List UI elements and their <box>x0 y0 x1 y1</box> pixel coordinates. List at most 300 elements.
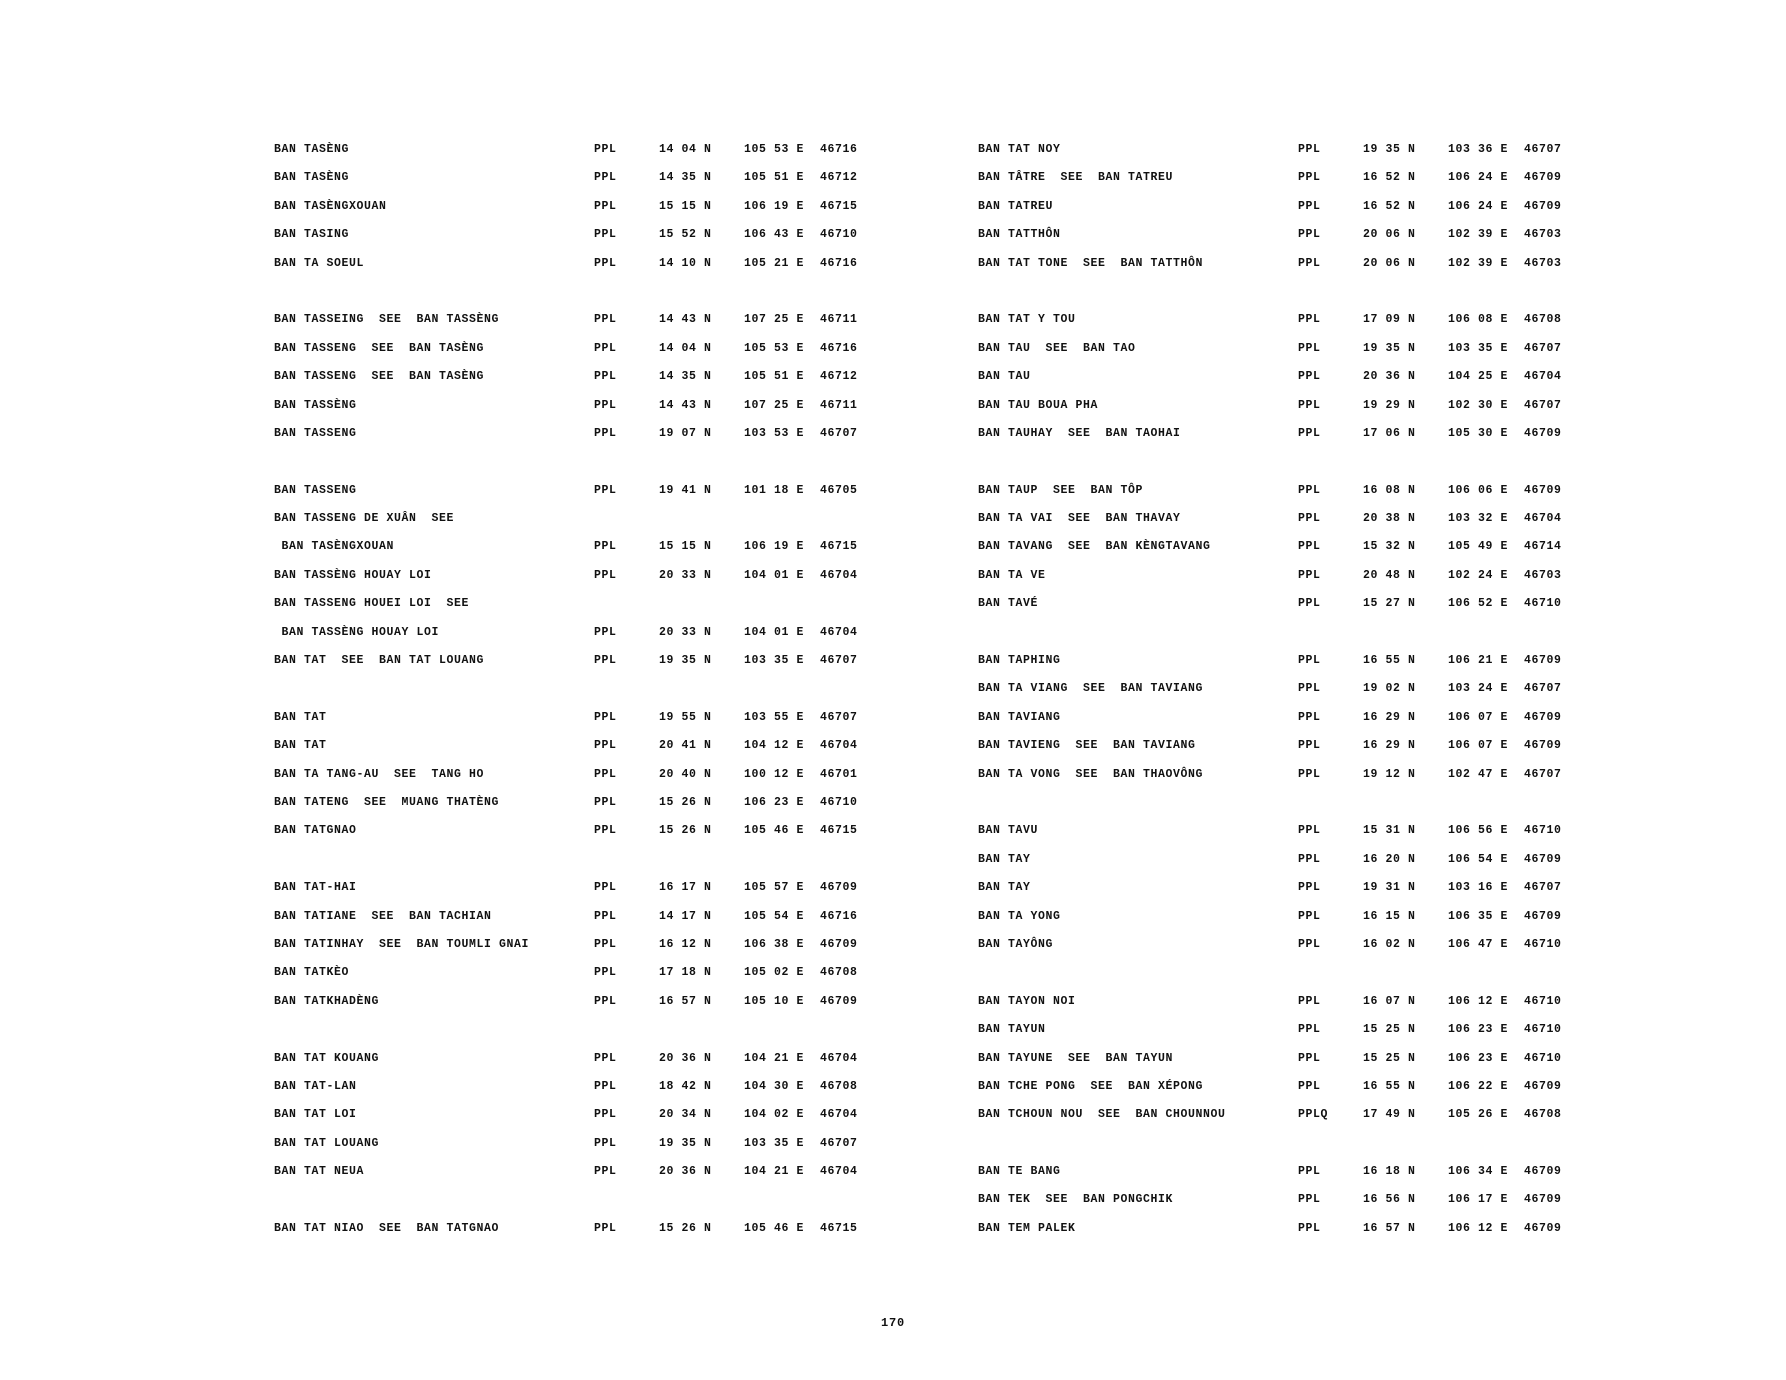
longitude: 106 38 E <box>744 937 805 951</box>
feature-class: PPL <box>1298 143 1321 156</box>
longitude: 105 53 E <box>744 341 805 355</box>
latitude: 15 25 N <box>1363 1023 1416 1037</box>
longitude: 106 19 E <box>744 199 805 213</box>
longitude: 102 24 E <box>1448 568 1509 582</box>
longitude: 106 19 E <box>744 540 805 554</box>
longitude: 103 32 E <box>1448 512 1509 526</box>
map-sheet-code: 46707 <box>1524 767 1562 781</box>
map-sheet-code: 46709 <box>1524 739 1562 753</box>
feature-class: PPL <box>1298 199 1321 213</box>
latitude: 18 42 N <box>659 1079 712 1093</box>
map-sheet-code: 46707 <box>820 710 858 724</box>
feature-class: PPL <box>1298 937 1321 951</box>
latitude: 15 26 N <box>659 824 712 838</box>
map-sheet-code: 46709 <box>1524 171 1562 185</box>
longitude: 103 55 E <box>744 710 805 724</box>
place-name: BAN TAVU <box>978 824 1039 838</box>
longitude: 104 25 E <box>1448 370 1509 384</box>
map-sheet-code: 46704 <box>820 625 858 639</box>
longitude: 103 35 E <box>744 1136 805 1150</box>
map-sheet-code: 46709 <box>1524 426 1562 440</box>
longitude: 106 17 E <box>1448 1193 1509 1207</box>
feature-class: PPL <box>1298 540 1321 554</box>
place-name: BAN TAUP SEE BAN TÔP <box>978 483 1144 497</box>
place-name: BAN TAY <box>978 881 1031 895</box>
map-sheet-code: 46716 <box>820 143 858 156</box>
map-sheet-code: 46707 <box>820 426 858 440</box>
longitude: 106 23 E <box>744 795 805 809</box>
longitude: 106 34 E <box>1448 1165 1509 1179</box>
map-sheet-code: 46708 <box>1524 1108 1562 1122</box>
map-sheet-code: 46707 <box>1524 341 1562 355</box>
latitude: 17 49 N <box>1363 1108 1416 1122</box>
feature-class: PPL <box>1298 426 1321 440</box>
feature-class: PPL <box>1298 256 1321 270</box>
latitude: 17 18 N <box>659 966 712 980</box>
place-name: BAN TAYUN <box>978 1023 1046 1037</box>
place-name: BAN TATGNAO <box>274 824 357 838</box>
map-sheet-code: 46712 <box>820 370 858 384</box>
place-name: BAN TAU <box>978 370 1031 384</box>
latitude: 14 35 N <box>659 171 712 185</box>
place-name: BAN TAT-LAN <box>274 1079 357 1093</box>
latitude: 14 10 N <box>659 256 712 270</box>
longitude: 102 39 E <box>1448 228 1509 242</box>
longitude: 106 52 E <box>1448 597 1509 611</box>
place-name: BAN TAT-HAI <box>274 881 357 895</box>
map-sheet-code: 46715 <box>820 1221 858 1235</box>
longitude: 106 12 E <box>1448 994 1509 1008</box>
place-name: BAN TAYON NOI <box>978 994 1076 1008</box>
feature-class: PPL <box>1298 739 1321 753</box>
place-name: BAN TASSÈNG <box>274 398 357 412</box>
longitude: 105 26 E <box>1448 1108 1509 1122</box>
latitude: 14 17 N <box>659 909 712 923</box>
map-sheet-code: 46714 <box>1524 540 1562 554</box>
place-name: BAN TAT Y TOU <box>978 313 1076 327</box>
place-name: BAN TASING <box>274 228 350 242</box>
map-sheet-code: 46710 <box>1524 994 1562 1008</box>
place-name: BAN TAVANG SEE BAN KÈNGTAVANG <box>978 540 1211 554</box>
feature-class: PPL <box>594 199 617 213</box>
longitude: 106 08 E <box>1448 313 1509 327</box>
latitude: 16 57 N <box>1363 1221 1416 1235</box>
longitude: 107 25 E <box>744 313 805 327</box>
latitude: 15 52 N <box>659 228 712 242</box>
feature-class: PPL <box>594 909 617 923</box>
feature-class: PPL <box>594 767 617 781</box>
longitude: 105 30 E <box>1448 426 1509 440</box>
longitude: 106 12 E <box>1448 1221 1509 1235</box>
map-sheet-code: 46710 <box>1524 824 1562 838</box>
place-name: BAN TA VAI SEE BAN THAVAY <box>978 512 1181 526</box>
map-sheet-code: 46708 <box>1524 313 1562 327</box>
latitude: 16 17 N <box>659 881 712 895</box>
latitude: 15 25 N <box>1363 1051 1416 1065</box>
place-name: BAN TASÈNGXOUAN <box>274 199 387 213</box>
feature-class: PPL <box>594 426 617 440</box>
place-name: BAN TASSÈNG HOUAY LOI <box>274 568 432 582</box>
longitude: 106 35 E <box>1448 909 1509 923</box>
latitude: 16 55 N <box>1363 1079 1416 1093</box>
map-sheet-code: 46708 <box>820 966 858 980</box>
longitude: 104 21 E <box>744 1165 805 1179</box>
feature-class: PPL <box>1298 1193 1321 1207</box>
latitude: 16 56 N <box>1363 1193 1416 1207</box>
place-name: BAN TASSENG DE XUÂN SEE <box>274 512 455 526</box>
longitude: 103 24 E <box>1448 682 1509 696</box>
place-name: BAN TAYUNE SEE BAN TAYUN <box>978 1051 1174 1065</box>
map-sheet-code: 46710 <box>820 228 858 242</box>
place-name: BAN TAT LOI <box>274 1108 357 1122</box>
latitude: 20 48 N <box>1363 568 1416 582</box>
latitude: 19 35 N <box>659 1136 712 1150</box>
place-name: BAN TAUHAY SEE BAN TAOHAI <box>978 426 1181 440</box>
longitude: 105 46 E <box>744 1221 805 1235</box>
place-name: BAN TASSÈNG HOUAY LOI <box>274 625 440 639</box>
place-name: BAN TAY <box>978 852 1031 866</box>
latitude: 14 04 N <box>659 341 712 355</box>
map-sheet-code: 46704 <box>820 1165 858 1179</box>
longitude: 105 57 E <box>744 881 805 895</box>
feature-class: PPL <box>594 483 617 497</box>
map-sheet-code: 46709 <box>820 994 858 1008</box>
longitude: 106 21 E <box>1448 654 1509 668</box>
latitude: 16 02 N <box>1363 937 1416 951</box>
place-name: BAN TA SOEUL <box>274 256 365 270</box>
longitude: 105 51 E <box>744 171 805 185</box>
latitude: 17 09 N <box>1363 313 1416 327</box>
latitude: 15 31 N <box>1363 824 1416 838</box>
feature-class: PPL <box>594 171 617 185</box>
latitude: 20 36 N <box>659 1051 712 1065</box>
latitude: 19 31 N <box>1363 881 1416 895</box>
latitude: 19 35 N <box>1363 341 1416 355</box>
feature-class: PPL <box>1298 597 1321 611</box>
place-name: BAN TCHE PONG SEE BAN XÉPONG <box>978 1079 1204 1093</box>
place-name: BAN TATTHÔN <box>978 228 1061 242</box>
feature-class: PPLQ <box>1298 1108 1329 1122</box>
map-sheet-code: 46716 <box>820 909 858 923</box>
longitude: 104 02 E <box>744 1108 805 1122</box>
feature-class: PPL <box>594 143 617 156</box>
longitude: 102 47 E <box>1448 767 1509 781</box>
longitude: 106 47 E <box>1448 937 1509 951</box>
place-name: BAN TAT <box>274 739 327 753</box>
latitude: 19 12 N <box>1363 767 1416 781</box>
map-sheet-code: 46710 <box>1524 1051 1562 1065</box>
feature-class: PPL <box>1298 313 1321 327</box>
latitude: 20 33 N <box>659 625 712 639</box>
latitude: 16 29 N <box>1363 710 1416 724</box>
place-name: BAN TAYÔNG <box>978 937 1054 951</box>
longitude: 105 02 E <box>744 966 805 980</box>
longitude: 104 30 E <box>744 1079 805 1093</box>
page-number: 170 <box>880 1316 905 1330</box>
latitude: 19 02 N <box>1363 682 1416 696</box>
map-sheet-code: 46709 <box>1524 1079 1562 1093</box>
feature-class: PPL <box>594 739 617 753</box>
latitude: 15 32 N <box>1363 540 1416 554</box>
place-name: BAN TCHOUN NOU SEE BAN CHOUNNOU <box>978 1108 1226 1122</box>
place-name: BAN TATENG SEE MUANG THATÈNG <box>274 795 500 809</box>
longitude: 103 16 E <box>1448 881 1509 895</box>
latitude: 16 55 N <box>1363 654 1416 668</box>
latitude: 16 07 N <box>1363 994 1416 1008</box>
map-sheet-code: 46715 <box>820 199 858 213</box>
place-name: BAN TAT <box>274 710 327 724</box>
latitude: 16 12 N <box>659 937 712 951</box>
feature-class: PPL <box>594 341 617 355</box>
place-name: BAN TAT TONE SEE BAN TATTHÔN <box>978 256 1204 270</box>
map-sheet-code: 46715 <box>820 824 858 838</box>
place-name: BAN TEM PALEK <box>978 1221 1076 1235</box>
latitude: 20 38 N <box>1363 512 1416 526</box>
longitude: 105 54 E <box>744 909 805 923</box>
feature-class: PPL <box>594 256 617 270</box>
latitude: 16 15 N <box>1363 909 1416 923</box>
map-sheet-code: 46716 <box>820 341 858 355</box>
feature-class: PPL <box>1298 1165 1321 1179</box>
latitude: 16 57 N <box>659 994 712 1008</box>
map-sheet-code: 46709 <box>1524 1193 1562 1207</box>
map-sheet-code: 46716 <box>820 256 858 270</box>
map-sheet-code: 46709 <box>1524 199 1562 213</box>
feature-class: PPL <box>594 1221 617 1235</box>
feature-class: PPL <box>1298 1023 1321 1037</box>
feature-class: PPL <box>594 540 617 554</box>
feature-class: PPL <box>1298 512 1321 526</box>
feature-class: PPL <box>594 881 617 895</box>
feature-class: PPL <box>1298 483 1321 497</box>
map-sheet-code: 46701 <box>820 767 858 781</box>
place-name: BAN TAT LOUANG <box>274 1136 380 1150</box>
latitude: 16 52 N <box>1363 199 1416 213</box>
place-name: BAN TAT KOUANG <box>274 1051 380 1065</box>
latitude: 20 36 N <box>1363 370 1416 384</box>
longitude: 102 30 E <box>1448 398 1509 412</box>
place-name: BAN TA VIANG SEE BAN TAVIANG <box>978 682 1204 696</box>
longitude: 106 06 E <box>1448 483 1509 497</box>
longitude: 103 35 E <box>1448 341 1509 355</box>
map-sheet-code: 46709 <box>1524 654 1562 668</box>
latitude: 19 35 N <box>659 654 712 668</box>
latitude: 19 41 N <box>659 483 712 497</box>
place-name: BAN TASSENG SEE BAN TASÈNG <box>274 341 485 355</box>
map-sheet-code: 46707 <box>820 654 858 668</box>
feature-class: PPL <box>1298 654 1321 668</box>
map-sheet-code: 46709 <box>1524 909 1562 923</box>
longitude: 105 46 E <box>744 824 805 838</box>
feature-class: PPL <box>594 795 617 809</box>
longitude: 106 43 E <box>744 228 805 242</box>
feature-class: PPL <box>1298 1051 1321 1065</box>
longitude: 103 53 E <box>744 426 805 440</box>
place-name: BAN TATINHAY SEE BAN TOUMLI GNAI <box>274 937 530 951</box>
feature-class: PPL <box>1298 767 1321 781</box>
place-name: BAN TAVIENG SEE BAN TAVIANG <box>978 739 1196 753</box>
map-sheet-code: 46707 <box>1524 143 1562 156</box>
map-sheet-code: 46707 <box>1524 881 1562 895</box>
place-name: BAN TATREU <box>978 199 1054 213</box>
feature-class: PPL <box>594 937 617 951</box>
longitude: 103 36 E <box>1448 143 1509 156</box>
longitude: 106 23 E <box>1448 1051 1509 1065</box>
latitude: 15 26 N <box>659 795 712 809</box>
map-sheet-code: 46712 <box>820 171 858 185</box>
latitude: 14 43 N <box>659 313 712 327</box>
latitude: 16 52 N <box>1363 171 1416 185</box>
feature-class: PPL <box>1298 171 1321 185</box>
feature-class: PPL <box>594 654 617 668</box>
longitude: 106 54 E <box>1448 852 1509 866</box>
longitude: 104 01 E <box>744 625 805 639</box>
place-name: BAN TAT NOY <box>978 143 1061 156</box>
longitude: 106 07 E <box>1448 739 1509 753</box>
feature-class: PPL <box>594 1079 617 1093</box>
place-name: BAN TEK SEE BAN PONGCHIK <box>978 1193 1174 1207</box>
place-name: BAN TASSENG <box>274 426 357 440</box>
latitude: 20 33 N <box>659 568 712 582</box>
feature-class: PPL <box>594 370 617 384</box>
latitude: 15 26 N <box>659 1221 712 1235</box>
longitude: 106 56 E <box>1448 824 1509 838</box>
map-sheet-code: 46704 <box>820 1051 858 1065</box>
latitude: 14 35 N <box>659 370 712 384</box>
map-sheet-code: 46707 <box>820 1136 858 1150</box>
place-name: BAN TASÈNG <box>274 171 350 185</box>
map-sheet-code: 46711 <box>820 313 858 327</box>
feature-class: PPL <box>1298 994 1321 1008</box>
feature-class: PPL <box>594 625 617 639</box>
map-sheet-code: 46710 <box>1524 1023 1562 1037</box>
map-sheet-code: 46715 <box>820 540 858 554</box>
map-sheet-code: 46709 <box>1524 483 1562 497</box>
longitude: 105 51 E <box>744 370 805 384</box>
longitude: 102 39 E <box>1448 256 1509 270</box>
latitude: 20 34 N <box>659 1108 712 1122</box>
place-name: BAN TATKÈO <box>274 966 350 980</box>
latitude: 15 15 N <box>659 540 712 554</box>
place-name: BAN TASSEING SEE BAN TASSÈNG <box>274 313 500 327</box>
longitude: 100 12 E <box>744 767 805 781</box>
feature-class: PPL <box>1298 1079 1321 1093</box>
latitude: 16 20 N <box>1363 852 1416 866</box>
place-name: BAN TAVÉ <box>978 597 1039 611</box>
latitude: 14 43 N <box>659 398 712 412</box>
feature-class: PPL <box>1298 568 1321 582</box>
feature-class: PPL <box>1298 341 1321 355</box>
latitude: 15 27 N <box>1363 597 1416 611</box>
place-name: BAN TATKHADÈNG <box>274 994 380 1008</box>
feature-class: PPL <box>594 824 617 838</box>
feature-class: PPL <box>594 710 617 724</box>
place-name: BAN TAT NEUA <box>274 1165 365 1179</box>
map-sheet-code: 46705 <box>820 483 858 497</box>
longitude: 105 10 E <box>744 994 805 1008</box>
longitude: 105 53 E <box>744 143 805 156</box>
map-sheet-code: 46707 <box>1524 398 1562 412</box>
longitude: 105 21 E <box>744 256 805 270</box>
latitude: 19 55 N <box>659 710 712 724</box>
map-sheet-code: 46709 <box>820 937 858 951</box>
feature-class: PPL <box>1298 881 1321 895</box>
latitude: 14 04 N <box>659 143 712 156</box>
map-sheet-code: 46711 <box>820 398 858 412</box>
map-sheet-code: 46704 <box>1524 370 1562 384</box>
map-sheet-code: 46710 <box>1524 597 1562 611</box>
latitude: 19 07 N <box>659 426 712 440</box>
place-name: BAN TASSENG SEE BAN TASÈNG <box>274 370 485 384</box>
place-name: BAN TAPHING <box>978 654 1061 668</box>
place-name: BAN TATIANE SEE BAN TACHIAN <box>274 909 492 923</box>
longitude: 104 12 E <box>744 739 805 753</box>
place-name: BAN TA YONG <box>978 909 1061 923</box>
latitude: 17 06 N <box>1363 426 1416 440</box>
map-sheet-code: 46709 <box>820 881 858 895</box>
latitude: 20 36 N <box>659 1165 712 1179</box>
map-sheet-code: 46709 <box>1524 1165 1562 1179</box>
feature-class: PPL <box>594 313 617 327</box>
feature-class: PPL <box>1298 1221 1321 1235</box>
feature-class: PPL <box>594 1136 617 1150</box>
longitude: 106 24 E <box>1448 171 1509 185</box>
feature-class: PPL <box>1298 909 1321 923</box>
feature-class: PPL <box>1298 710 1321 724</box>
latitude: 16 29 N <box>1363 739 1416 753</box>
map-sheet-code: 46703 <box>1524 568 1562 582</box>
feature-class: PPL <box>594 228 617 242</box>
place-name: BAN TÂTRE SEE BAN TATREU <box>978 171 1174 185</box>
place-name: BAN TE BANG <box>978 1165 1061 1179</box>
feature-class: PPL <box>1298 824 1321 838</box>
feature-class: PPL <box>1298 398 1321 412</box>
feature-class: PPL <box>594 1108 617 1122</box>
map-sheet-code: 46704 <box>1524 512 1562 526</box>
map-sheet-code: 46709 <box>1524 852 1562 866</box>
latitude: 19 29 N <box>1363 398 1416 412</box>
latitude: 15 15 N <box>659 199 712 213</box>
feature-class: PPL <box>594 966 617 980</box>
longitude: 103 35 E <box>744 654 805 668</box>
map-sheet-code: 46703 <box>1524 256 1562 270</box>
latitude: 19 35 N <box>1363 143 1416 156</box>
map-sheet-code: 46704 <box>820 1108 858 1122</box>
feature-class: PPL <box>594 1165 617 1179</box>
longitude: 101 18 E <box>744 483 805 497</box>
map-sheet-code: 46703 <box>1524 228 1562 242</box>
map-sheet-code: 46704 <box>820 739 858 753</box>
place-name: BAN TA VONG SEE BAN THAOVÔNG <box>978 767 1204 781</box>
place-name: BAN TAU BOUA PHA <box>978 398 1099 412</box>
place-name: BAN TAVIANG <box>978 710 1061 724</box>
map-sheet-code: 46709 <box>1524 1221 1562 1235</box>
longitude: 107 25 E <box>744 398 805 412</box>
map-sheet-code: 46707 <box>1524 682 1562 696</box>
latitude: 20 40 N <box>659 767 712 781</box>
map-sheet-code: 46704 <box>820 568 858 582</box>
feature-class: PPL <box>1298 852 1321 866</box>
place-name: BAN TAU SEE BAN TAO <box>978 341 1136 355</box>
feature-class: PPL <box>1298 682 1321 696</box>
feature-class: PPL <box>1298 370 1321 384</box>
latitude: 20 41 N <box>659 739 712 753</box>
longitude: 106 23 E <box>1448 1023 1509 1037</box>
place-name: BAN TASÈNGXOUAN <box>274 540 395 554</box>
longitude: 105 49 E <box>1448 540 1509 554</box>
feature-class: PPL <box>594 568 617 582</box>
map-sheet-code: 46708 <box>820 1079 858 1093</box>
